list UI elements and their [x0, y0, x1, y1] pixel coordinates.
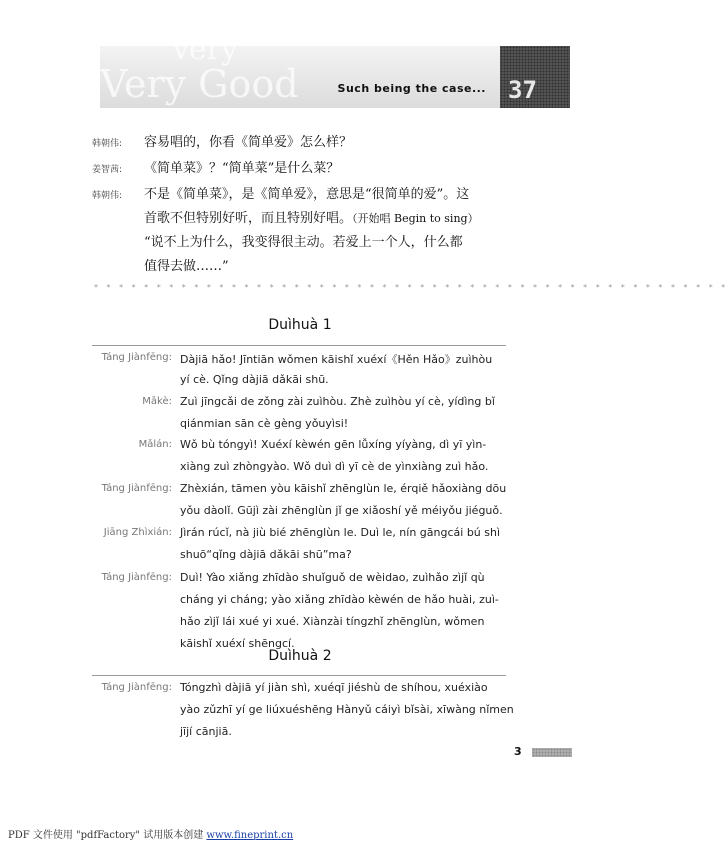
- chapter-title: Such being the case...: [337, 82, 486, 95]
- stage-direction: （开始唱 Begin to sing）: [352, 212, 479, 225]
- dialogue-line: Tóngzhì dàjiā yí jiàn shì, xuéqī jiéshù de shíhou, xuéxiào: [180, 681, 488, 694]
- dialogue-line: Zuì jīngcǎi de zǒng zài zuìhòu. Zhè zuìhòu yí cè, yídìng bǐ: [180, 395, 495, 408]
- dialogue1-title: Duìhuà 1: [268, 317, 332, 333]
- dialogue-line: hǎo zìjǐ lái xué yi xué. Xiànzài tíngzhǐ zhēnglùn, wǒmen: [180, 615, 485, 628]
- dialogue-line: jījí cānjiā.: [180, 725, 232, 738]
- speaker-label: 韩朝伟:: [92, 139, 123, 149]
- pdf-watermark: [8, 826, 293, 841]
- dialogue-line: 值得去做……”: [144, 259, 229, 274]
- section-rule: [92, 345, 506, 346]
- dialogue-line: kāishǐ xuéxí shēngcí.: [180, 637, 295, 650]
- dialogue-line: yǒu dàolǐ. Gūjì zài zhēnglùn jǐ ge xiǎoshí yě méiyǒu jiéguǒ.: [180, 504, 503, 517]
- dialogue-line: “说不上为什么，我变得很主动。若爱上一个人，什么都: [144, 235, 463, 250]
- dialogue-line: Dàjiā hǎo! Jīntiān wǒmen kāishǐ xuéxí《Hěn Hǎo》zuìhòu: [180, 353, 493, 366]
- speaker-label: Táng Jiànfēng:: [101, 352, 172, 363]
- speaker-label: Mǎlán:: [138, 439, 172, 450]
- dialogue-line: Zhèxián, tāmen yòu kāishǐ zhēnglùn le, érqiě hǎoxiàng dōu: [180, 482, 507, 495]
- speaker-label: Táng Jiànfēng:: [101, 682, 172, 693]
- page-number-bar: [532, 748, 572, 757]
- header-ghost-text-1: Very: [170, 32, 238, 67]
- asterisk-divider: * * * * * * * * * * * * * * * * * * * * * * * * * * * * * * * * * * * * * * * * * * * * * * * * * * *: [94, 283, 728, 292]
- dialogue-line: Jìrán rúcǐ, nà jiù bié zhēnglùn le. Duì le, nín gāngcái bú shì: [180, 526, 501, 539]
- page-number: 3: [514, 745, 522, 758]
- header-band: [100, 32, 500, 108]
- pdf-note-text: PDF 文件使用 "pdfFactory" 试用版本创建: [8, 830, 207, 841]
- section-rule: [92, 675, 506, 676]
- dialogue-line: xiàng zuì zhòngyào. Wǒ duì dì yī cè de yìnxiàng zuì hǎo.: [180, 460, 489, 473]
- dialogue-line: 《简单菜》？“简单菜”是什么菜？: [144, 161, 340, 176]
- chapter-badge-number: 37: [508, 76, 537, 104]
- dialogue-line: [144, 207, 479, 226]
- speaker-label: 韩朝伟:: [92, 191, 123, 201]
- dialogue-line-text: 首歌不但特别好听，而且特别好唱。: [144, 211, 353, 226]
- speaker-label: Mǎkè:: [142, 396, 172, 407]
- dialogue-line: yào zǔzhī yí ge liúxuéshēng Hànyǔ cáiyì bǐsài, xīwàng nǐmen: [180, 703, 514, 716]
- chapter-badge: [500, 46, 570, 108]
- dialogue-line: shuō“qǐng dàjiā dǎkāi shū”ma?: [180, 548, 352, 561]
- dialogue-line: qiánmian sān cè gèng yǒuyìsi!: [180, 417, 349, 430]
- speaker-label: Táng Jiànfēng:: [101, 572, 172, 583]
- dialogue-line: 不是《简单菜》，是《简单爱》，意思是“很简单的爱”。这: [144, 187, 470, 202]
- fineprint-link[interactable]: www.fineprint.cn: [206, 830, 294, 841]
- dialogue-line: yí cè. Qǐng dàjiā dǎkāi shū.: [180, 373, 329, 386]
- dialogue-line: Duì! Yào xiǎng zhīdào shuǐguǒ de wèidao, zuìhǎo zìjǐ qù: [180, 571, 485, 584]
- speaker-label: Jiāng Zhìxián:: [103, 527, 172, 538]
- dialogue-line: Wǒ bù tóngyì! Xuéxí kèwén gēn lǚxíng yíyàng, dì yī yìn-: [180, 438, 487, 451]
- dialogue2-title: Duìhuà 2: [268, 648, 332, 664]
- speaker-label: 姜智茜:: [92, 165, 123, 175]
- speaker-label: Táng Jiànfēng:: [101, 483, 172, 494]
- dialogue-line: cháng yi cháng; yào xiǎng zhīdào kèwén de hǎo huài, zuì-: [180, 593, 499, 606]
- dialogue-line: 容易唱的，你看《简单爱》怎么样？: [144, 135, 353, 150]
- header-ghost-text-2: Very Good: [100, 62, 299, 106]
